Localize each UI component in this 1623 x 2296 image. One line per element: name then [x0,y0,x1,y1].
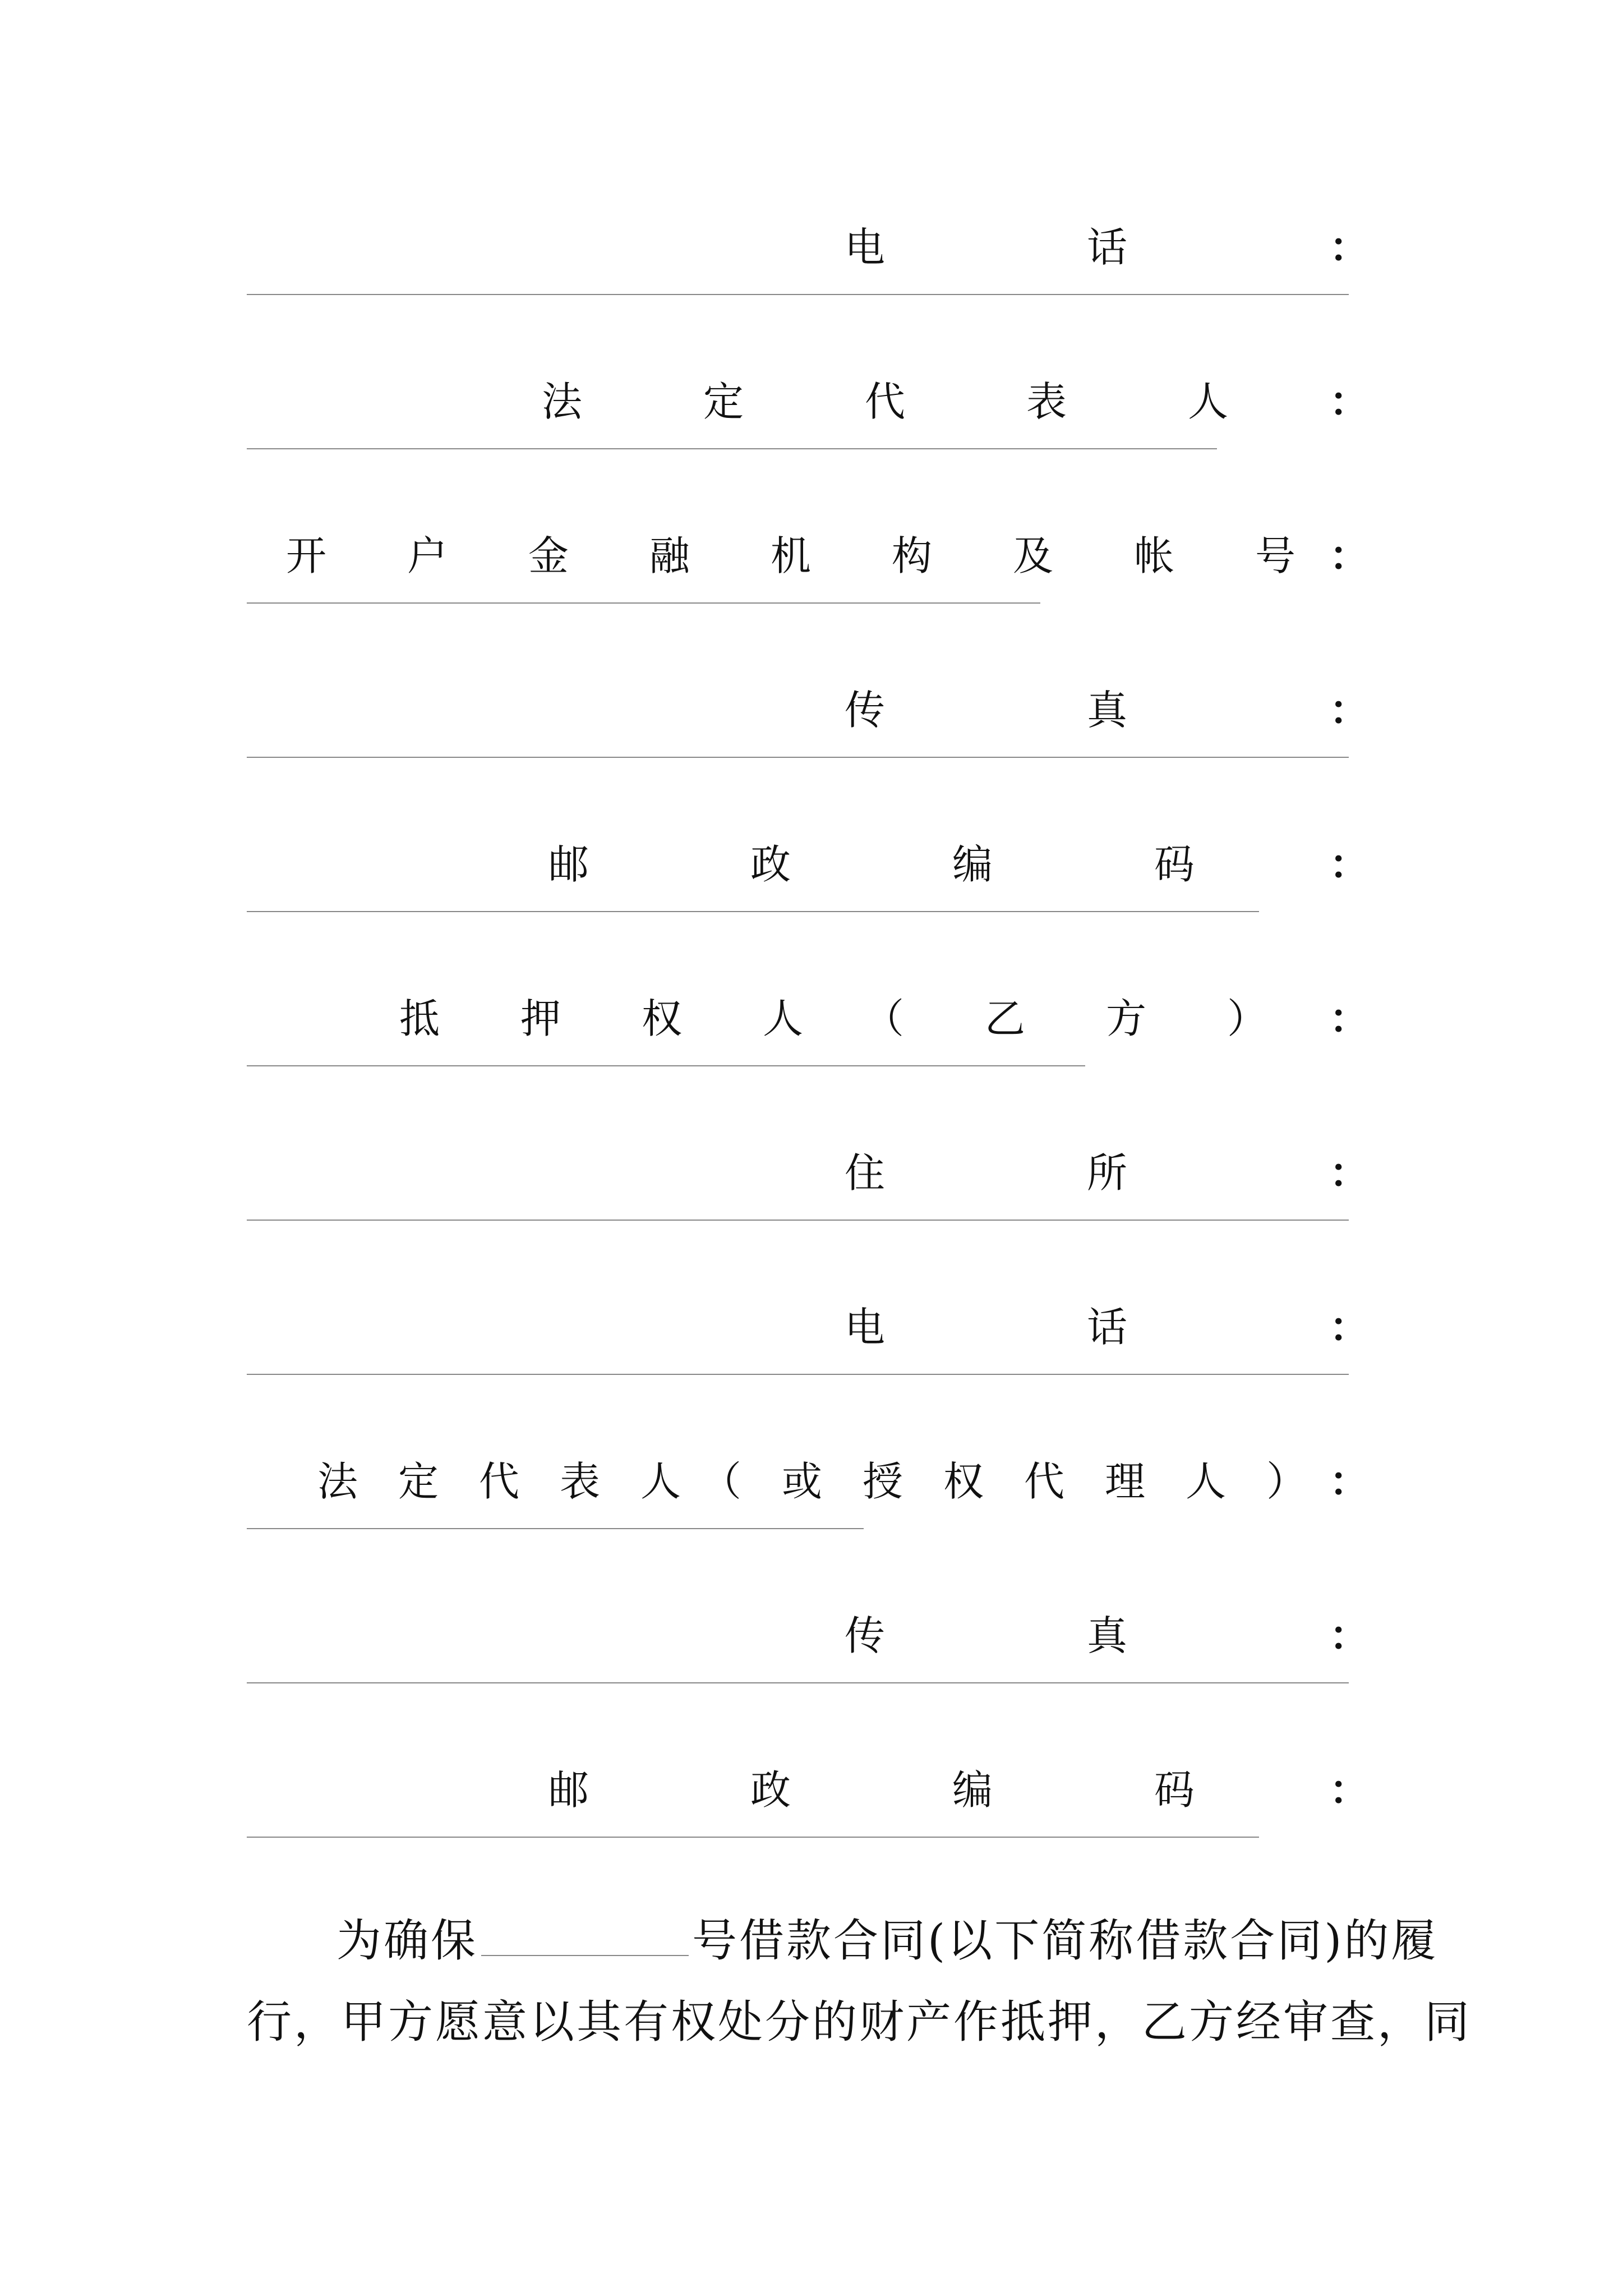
field-label-row [247,973,1370,1057]
field-colon: ： [1329,1766,1370,1814]
paragraph-line-2 [247,1996,1472,2048]
field-mortgagee [247,973,1370,1128]
field-underline [247,602,1040,604]
field-label-row [247,356,1370,440]
field-colon: ： [1329,532,1370,579]
field-label: 传 真 [844,1612,1127,1659]
paragraph-text: 为确保 [336,1915,478,1967]
field-underline [247,1837,1259,1838]
field-label-row [247,510,1370,595]
field-postal-code [247,819,1370,973]
field-label: 抵 押 权 人 （ 乙 方 ） [399,995,1267,1042]
contract-number-blank [481,1921,689,1956]
field-label: 邮 政 编 码 [548,1766,1195,1814]
field-label: 传 真 [844,687,1127,734]
field-colon: ： [1329,223,1370,271]
field-label-row [247,1282,1370,1366]
field-postal-code-b [247,1745,1370,1899]
field-legal-representative [247,356,1370,510]
field-bank-account [247,510,1370,665]
field-label-row [247,1436,1370,1520]
field-underline [247,757,1349,758]
field-label-row [247,1745,1370,1829]
field-colon: ： [1329,378,1370,425]
field-label: 邮 政 编 码 [548,841,1195,888]
field-underline [247,1528,864,1529]
field-label-row [247,819,1370,903]
field-colon: ： [1329,1457,1370,1505]
field-colon: ： [1329,686,1370,734]
field-label-row [247,1590,1370,1674]
field-underline [247,294,1349,295]
field-colon: ： [1329,995,1370,1042]
paragraph-text: 行，甲方愿意以其有权处分的财产作抵押，乙方经审查，同 [247,1996,1472,2048]
field-underline [247,911,1259,912]
field-address [247,1128,1370,1282]
field-label: 法 定 代 表 人 [541,378,1228,425]
field-colon: ： [1329,1303,1370,1351]
field-label: 电 话 [844,1304,1127,1351]
paragraph-line-1 [247,1915,1438,1967]
field-label-row [247,1128,1370,1212]
field-label: 法 定 代 表 人 （ 或 授 权 代 理 人 ） [317,1458,1307,1505]
field-underline [247,1682,1349,1683]
paragraph-text: 号借款合同(以下简称借款合同)的履 [692,1915,1438,1967]
field-label: 住 所 [844,1149,1127,1197]
field-colon: ： [1329,1612,1370,1659]
field-label: 开 户 金 融 机 构 及 帐 号 [285,532,1295,579]
field-phone [247,202,1370,356]
field-label-row [247,202,1370,286]
field-colon: ： [1329,840,1370,888]
field-phone-b [247,1282,1370,1436]
field-colon: ： [1329,1149,1370,1197]
field-legal-rep-or-agent [247,1436,1370,1590]
field-underline [247,448,1217,449]
field-fax [247,665,1370,819]
field-underline [247,1374,1349,1375]
field-fax-b [247,1590,1370,1745]
field-underline [247,1220,1349,1221]
field-label-row [247,665,1370,749]
field-label: 电 话 [844,224,1127,271]
field-underline [247,1065,1085,1066]
